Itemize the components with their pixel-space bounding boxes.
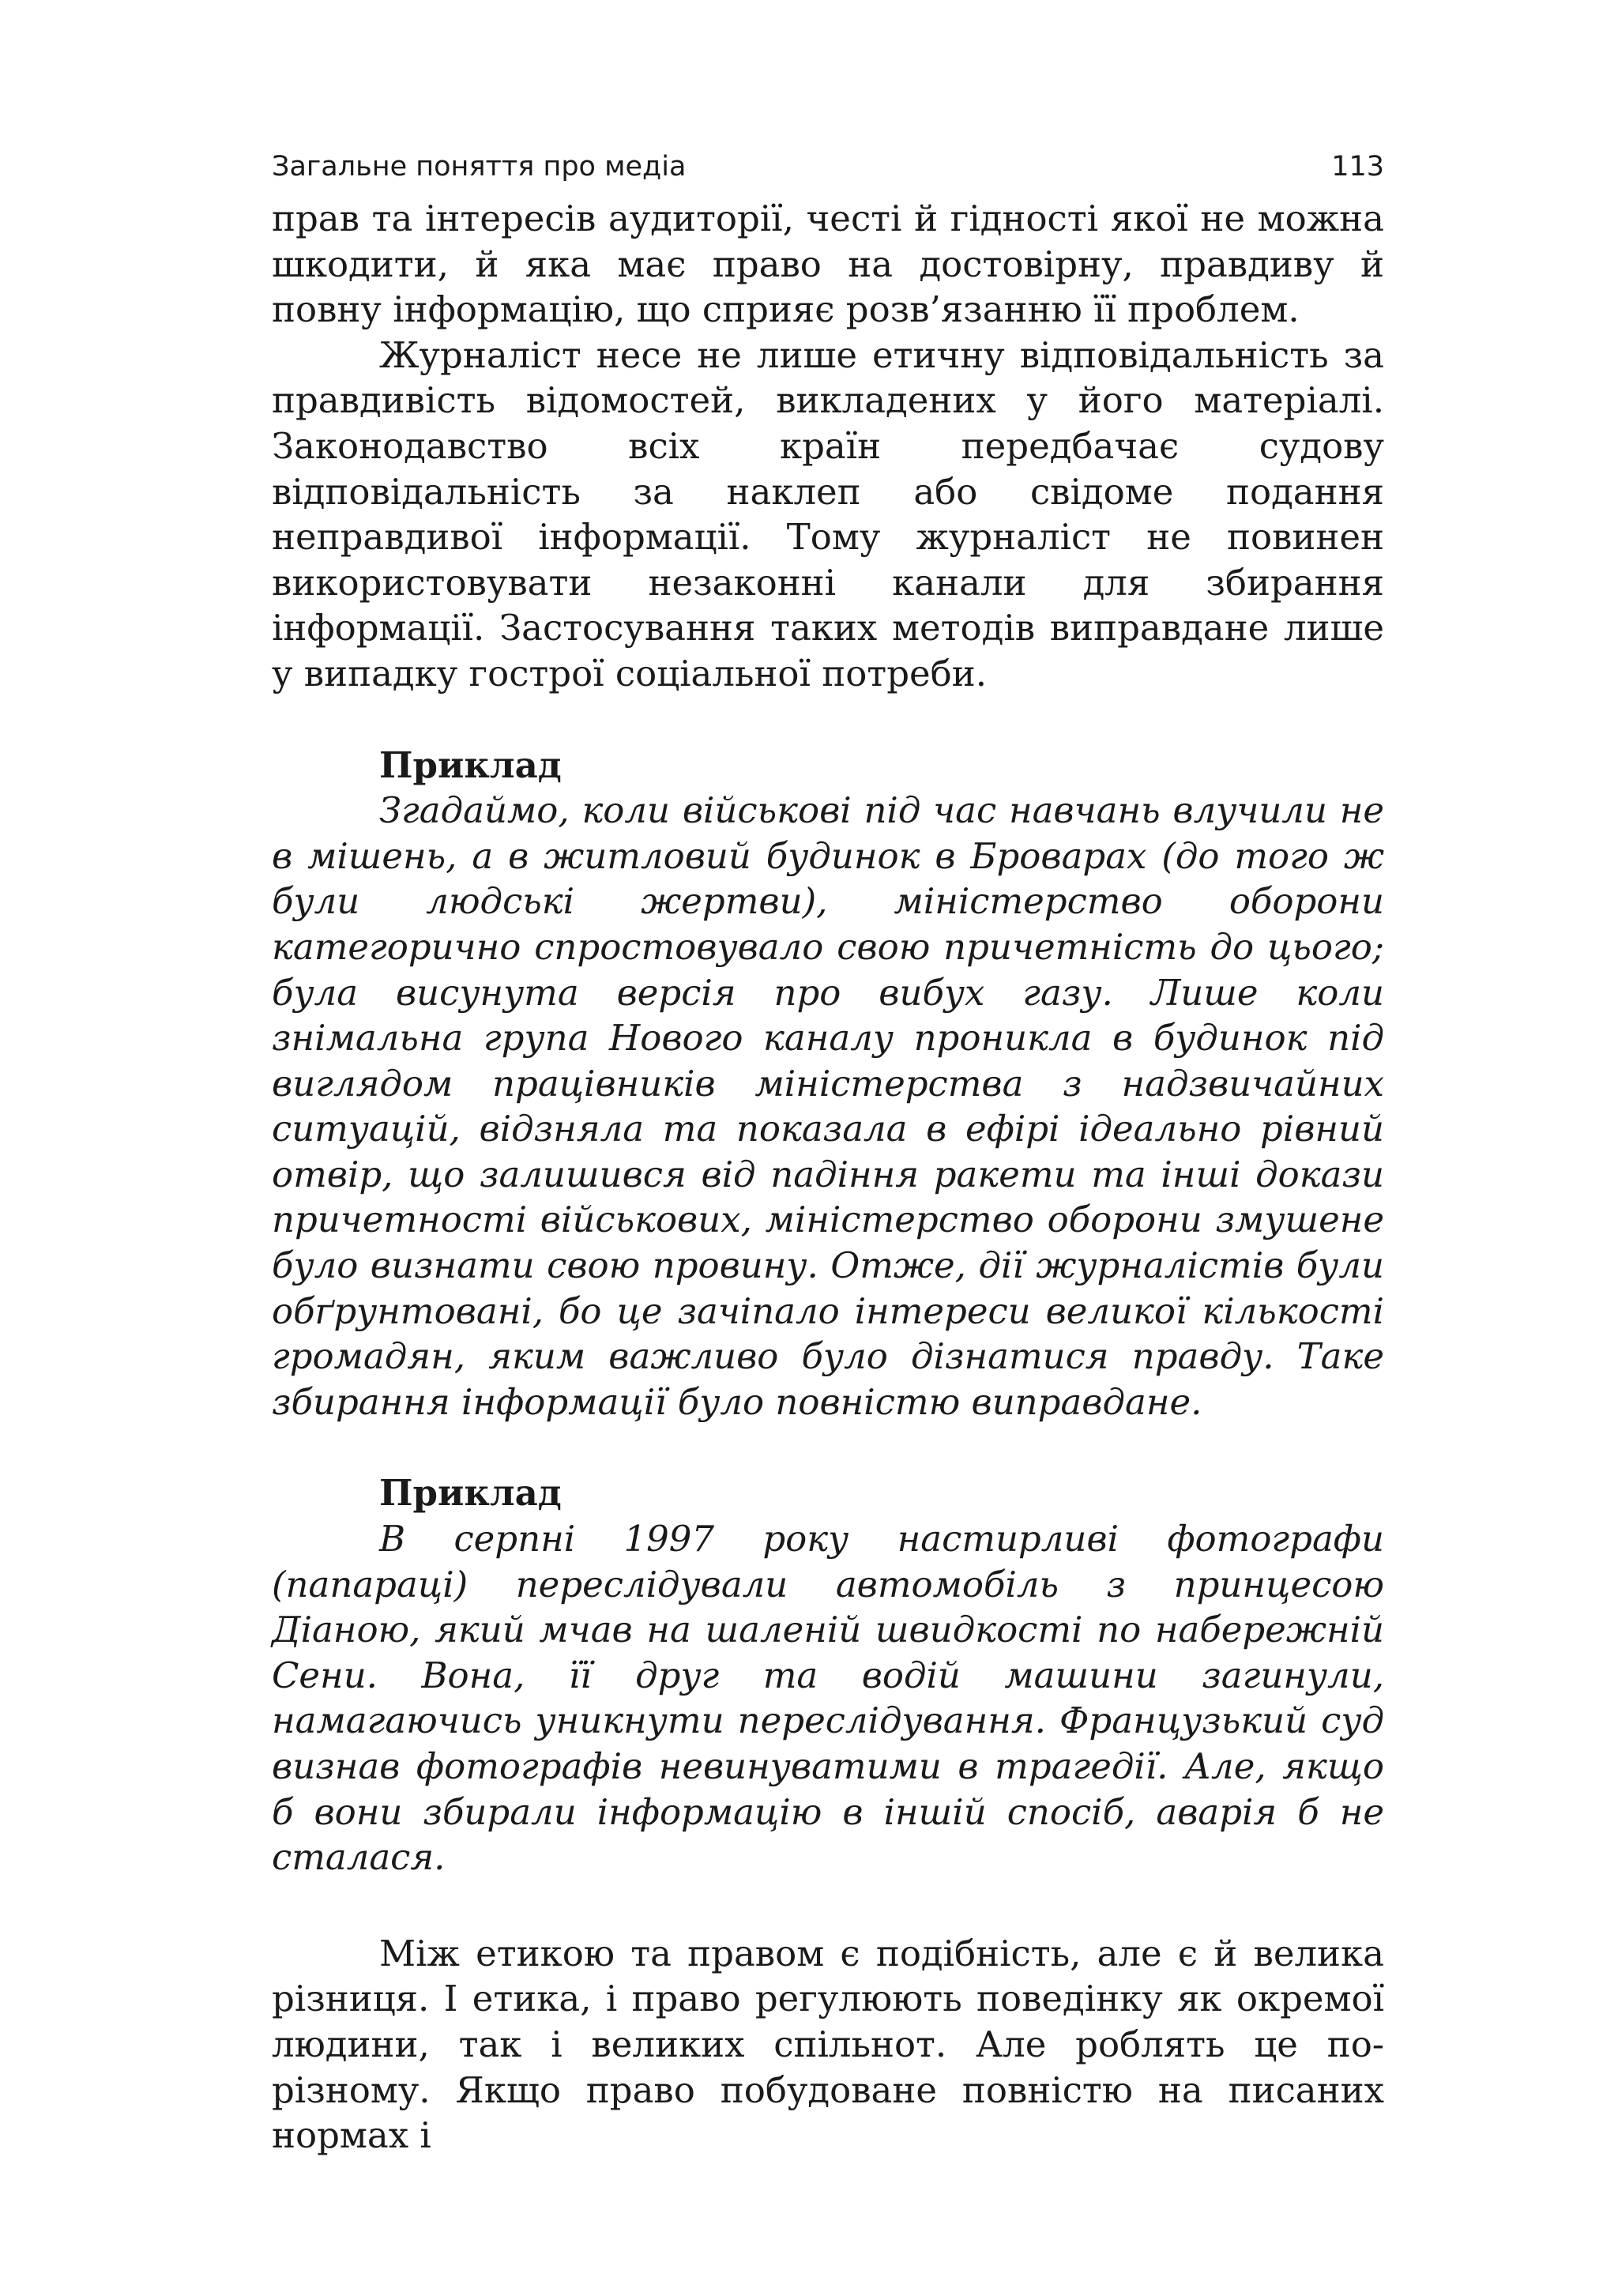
paragraph-ethics-law: Між етикою та правом є подібність, але є й велика різниця. І етика, і право регулюють поведінку як окремої людини, так і великих спільнот. Але роблять це по-різному. Якщо право побудоване повністю на писаних нормах і: [272, 1932, 1384, 2157]
spacer: [272, 1880, 1384, 1931]
book-page: [272, 147, 1384, 2159]
example-block: [272, 1470, 1384, 1880]
page-number: 113: [1331, 151, 1384, 183]
example-heading: Приклад: [379, 743, 562, 786]
example-heading: Приклад: [379, 1472, 562, 1515]
spacer: [272, 1425, 1384, 1470]
example-block: [272, 743, 1384, 1425]
example-text: В серпні 1997 року настирливі фотографи (папараці) переслідували автомобіль з принцесою Діаною, який мчав на шаленій швидкості по набережній Сени. Вона, її друг та водій машини загинули, намагаючись уникнути переслідування. Французький суд визнав фотографів невинуватими в трагедії. Але, якщо б вони збирали інформацію в іншій спосіб, аварія б не сталася.: [272, 1518, 1384, 1879]
chapter-title: Загальне поняття про медіа: [272, 151, 687, 183]
paragraph-responsibility: Журналіст несе не лише етичну відповідальність за правдивість відомостей, викладених у його матеріалі. Законодавство всіх країн передбачає судову відповідальність за наклеп або свідоме подання неправдивої інформації. Тому журналіст не повинен використовувати незаконні канали для збирання інформації. Застосування таких методів виправдане лише у випадку гострої соціальної потреби.: [272, 333, 1384, 694]
running-header: [272, 147, 1384, 186]
paragraph-continuation: прав та інтересів аудиторії, честі й гідності якої не можна шкодити, й яка має право на достовірну, правдиву й повну інформацію, що сприяє розв’язанню її проблем.: [272, 198, 1384, 331]
example-text: Згадаймо, коли військові під час навчань влучили не в мішень, а в житловий будинок в Броварах (до того ж були людські жертви), міністерство оборони категорично спростовувало свою причетність до цього; була висунута версія про вибух газу. Лише коли знімальна група Нового каналу проникла в будинок під виглядом працівників міністерства з надзвичайних ситуацій, відзняла та показала в ефірі ідеально рівний отвір, що залишився від падіння ракети та інші докази причетності військових, міністерство оборони змушене було визнати свою провину. Отже, дії журналістів були обґрунтовані, бо це зачіпало інтереси великої кількості громадян, яким важливо було дізнатися правду. Таке збирання інформації було повністю виправдане.: [272, 789, 1384, 1423]
spacer: [272, 697, 1384, 743]
